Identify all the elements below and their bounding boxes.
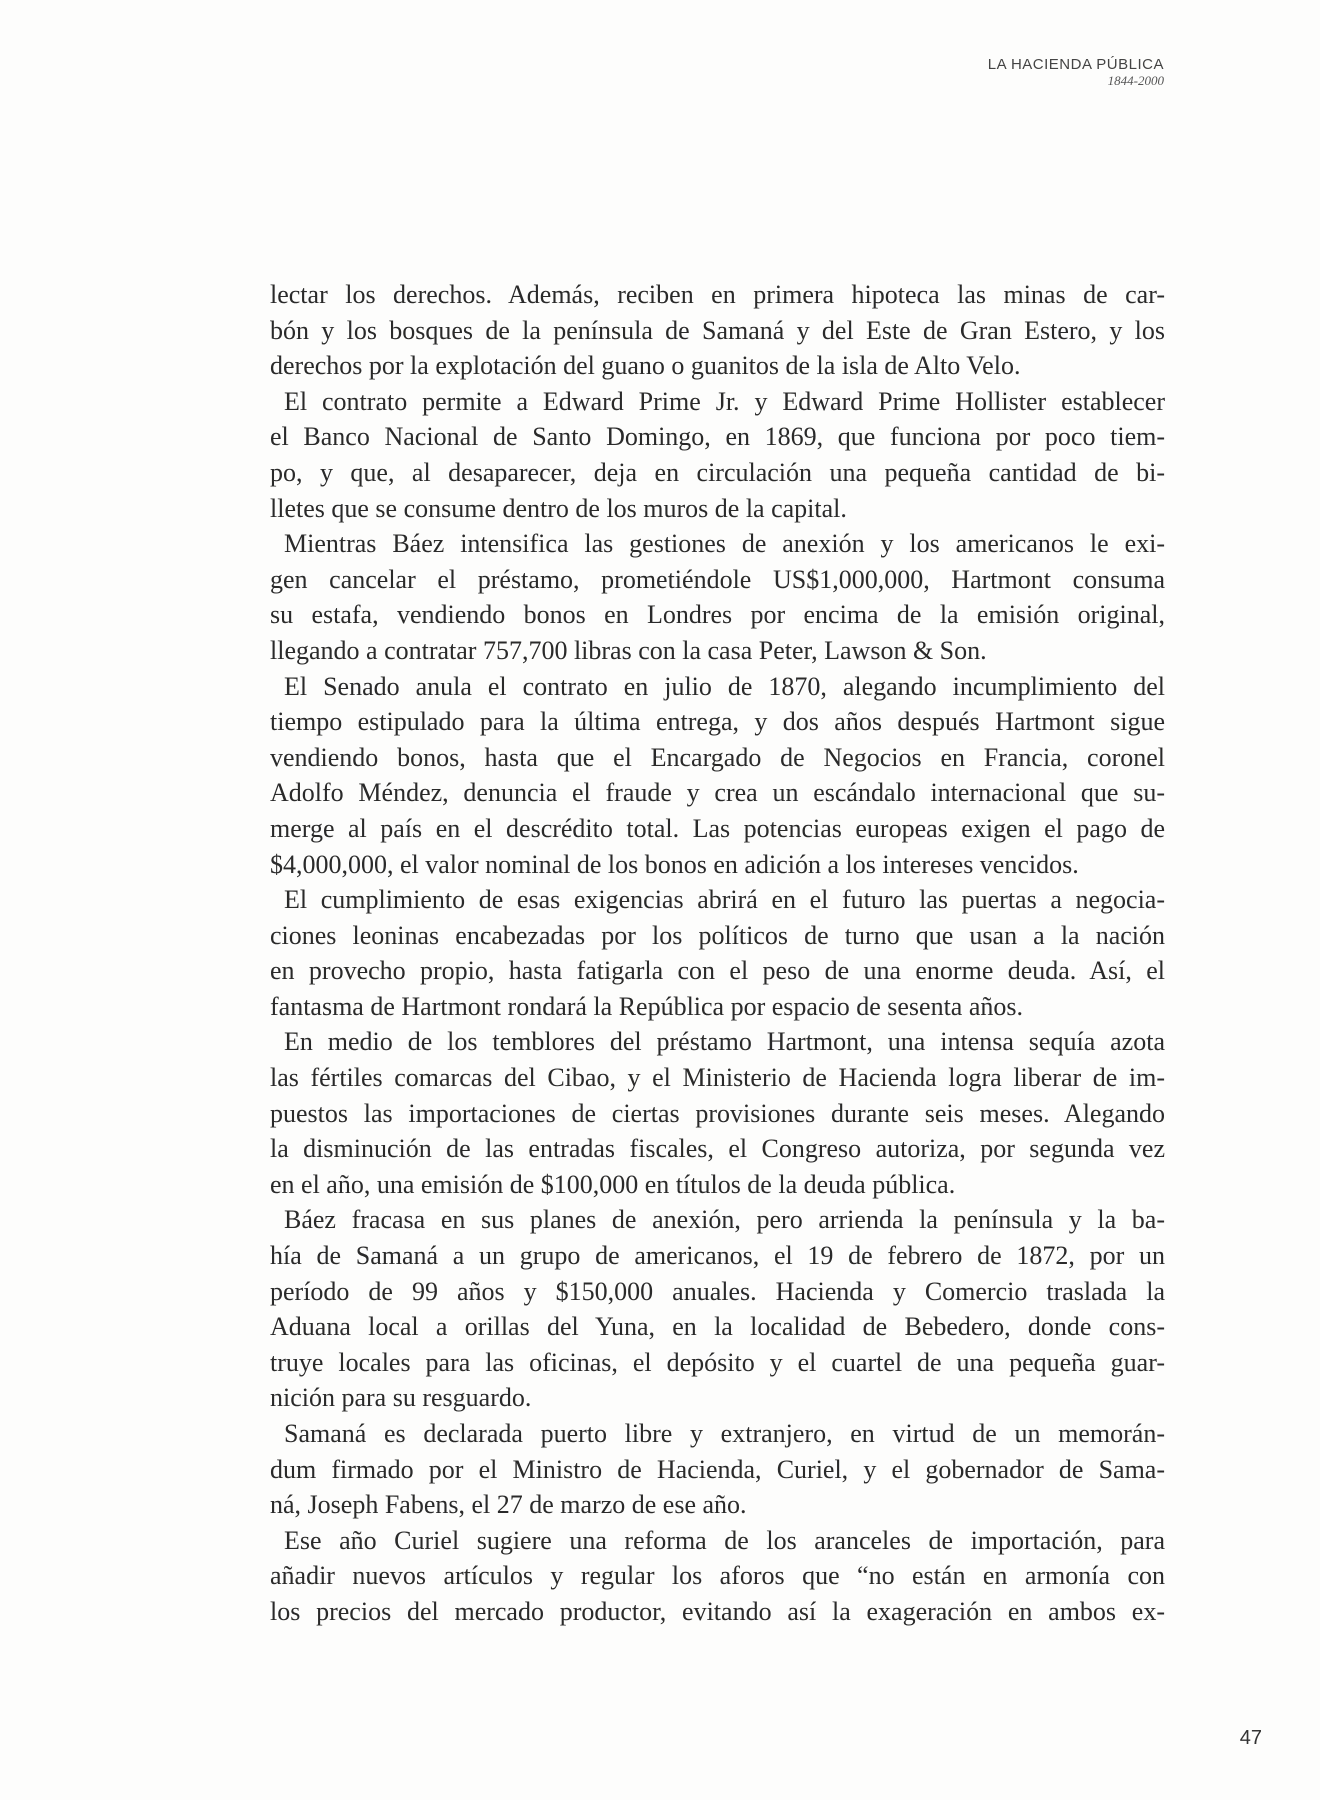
text-line: puestos las importaciones de ciertas provisiones durante seis meses. Alegando	[270, 1098, 1165, 1128]
paragraph	[270, 1416, 1165, 1523]
running-head-years: 1844-2000	[1107, 73, 1164, 88]
text-line: nición para su resguardo.	[270, 1383, 532, 1413]
text-line: llegando a contratar 757,700 libras con la casa Peter, Lawson & Son.	[270, 635, 987, 665]
text-line: derechos por la explotación del guano o guanitos de la isla de Alto Velo.	[270, 351, 1021, 381]
text-line: El cumplimiento de esas exigencias abrirá en el futuro las puertas a negocia-	[284, 885, 1165, 915]
paragraph	[270, 384, 1165, 526]
text-line: ná, Joseph Fabens, el 27 de marzo de ese año.	[270, 1490, 747, 1520]
text-line: las fértiles comarcas del Cibao, y el Ministerio de Hacienda logra liberar de im-	[270, 1063, 1165, 1093]
text-line: truye locales para las oficinas, el depósito y el cuartel de una pequeña guar-	[270, 1347, 1165, 1377]
text-line: Samaná es declarada puerto libre y extranjero, en virtud de un memorán-	[284, 1419, 1165, 1448]
text-line: En medio de los temblores del préstamo Hartmont, una intensa sequía azota	[284, 1027, 1165, 1057]
text-line: en el año, una emisión de $100,000 en títulos de la deuda pública.	[270, 1169, 956, 1199]
text-line: po, y que, al desaparecer, deja en circulación una pequeña cantidad de bi-	[270, 457, 1165, 487]
page-number: 47	[1239, 1727, 1262, 1749]
text-line: período de 99 años y $150,000 anuales. Hacienda y Comercio traslada la	[270, 1276, 1165, 1306]
text-line: bón y los bosques de la península de Samaná y del Este de Gran Estero, y los	[270, 315, 1165, 345]
text-line: en provecho propio, hasta fatigarla con el peso de una enorme deuda. Así, el	[270, 956, 1165, 986]
paragraph	[270, 526, 1165, 668]
text-line: Báez fracasa en sus planes de anexión, pero arrienda la península y la ba-	[284, 1205, 1165, 1235]
text-line: $4,000,000, el valor nominal de los bonos en adición a los intereses vencidos.	[270, 849, 1079, 879]
text-line: El Senado anula el contrato en julio de 1870, alegando incumplimiento del	[284, 671, 1165, 701]
text-line: la disminución de las entradas fiscales, el Congreso autoriza, por segunda vez	[270, 1134, 1165, 1164]
running-head-title: LA HACIENDA PÚBLICA	[987, 56, 1164, 73]
running-head	[988, 56, 1164, 87]
paragraph	[270, 1523, 1165, 1630]
text-line: Ese año Curiel sugiere una reforma de los aranceles de importación, para	[284, 1525, 1165, 1555]
text-line: tiempo estipulado para la última entrega, y dos años después Hartmont sigue	[270, 707, 1165, 737]
text-line: El contrato permite a Edward Prime Jr. y Edward Prime Hollister establecer	[284, 386, 1165, 416]
text-line: dum firmado por el Ministro de Hacienda, Curiel, y el gobernador de Sama-	[270, 1454, 1165, 1484]
text-line: lectar los derechos. Además, reciben en primera hipoteca las minas de car-	[270, 280, 1165, 309]
text-line: Adolfo Méndez, denuncia el fraude y crea un escándalo internacional que su-	[270, 778, 1165, 808]
text-line: Aduana local a orillas del Yuna, en la localidad de Bebedero, donde cons-	[270, 1312, 1165, 1342]
text-line: gen cancelar el préstamo, prometiéndole US$1,000,000, Hartmont consuma	[270, 564, 1165, 594]
text-line: fantasma de Hartmont rondará la República por espacio de sesenta años.	[270, 991, 1023, 1021]
text-line: vendiendo bonos, hasta que el Encargado de Negocios en Francia, coronel	[270, 742, 1165, 772]
paragraph	[270, 882, 1165, 1024]
text-line: el Banco Nacional de Santo Domingo, en 1869, que funciona por poco tiem-	[270, 422, 1165, 452]
body-text	[270, 277, 1165, 1630]
paragraph	[270, 669, 1165, 883]
text-line: su estafa, vendiendo bonos en Londres por encima de la emisión original,	[270, 600, 1165, 630]
paragraph	[270, 1024, 1165, 1202]
text-line: los precios del mercado productor, evitando así la exageración en ambos ex-	[270, 1596, 1165, 1626]
paragraph	[270, 277, 1165, 384]
text-line: merge al país en el descrédito total. Las potencias europeas exigen el pago de	[270, 813, 1165, 843]
text-line: Mientras Báez intensifica las gestiones de anexión y los americanos le exi-	[284, 529, 1165, 559]
text-line: añadir nuevos artículos y regular los aforos que “no están en armonía con	[270, 1561, 1165, 1591]
paragraph	[270, 1202, 1165, 1416]
text-line: lletes que se consume dentro de los muros de la capital.	[270, 493, 847, 523]
text-line: ciones leoninas encabezadas por los políticos de turno que usan a la nación	[270, 920, 1165, 950]
text-line: hía de Samaná a un grupo de americanos, el 19 de febrero de 1872, por un	[270, 1241, 1165, 1271]
